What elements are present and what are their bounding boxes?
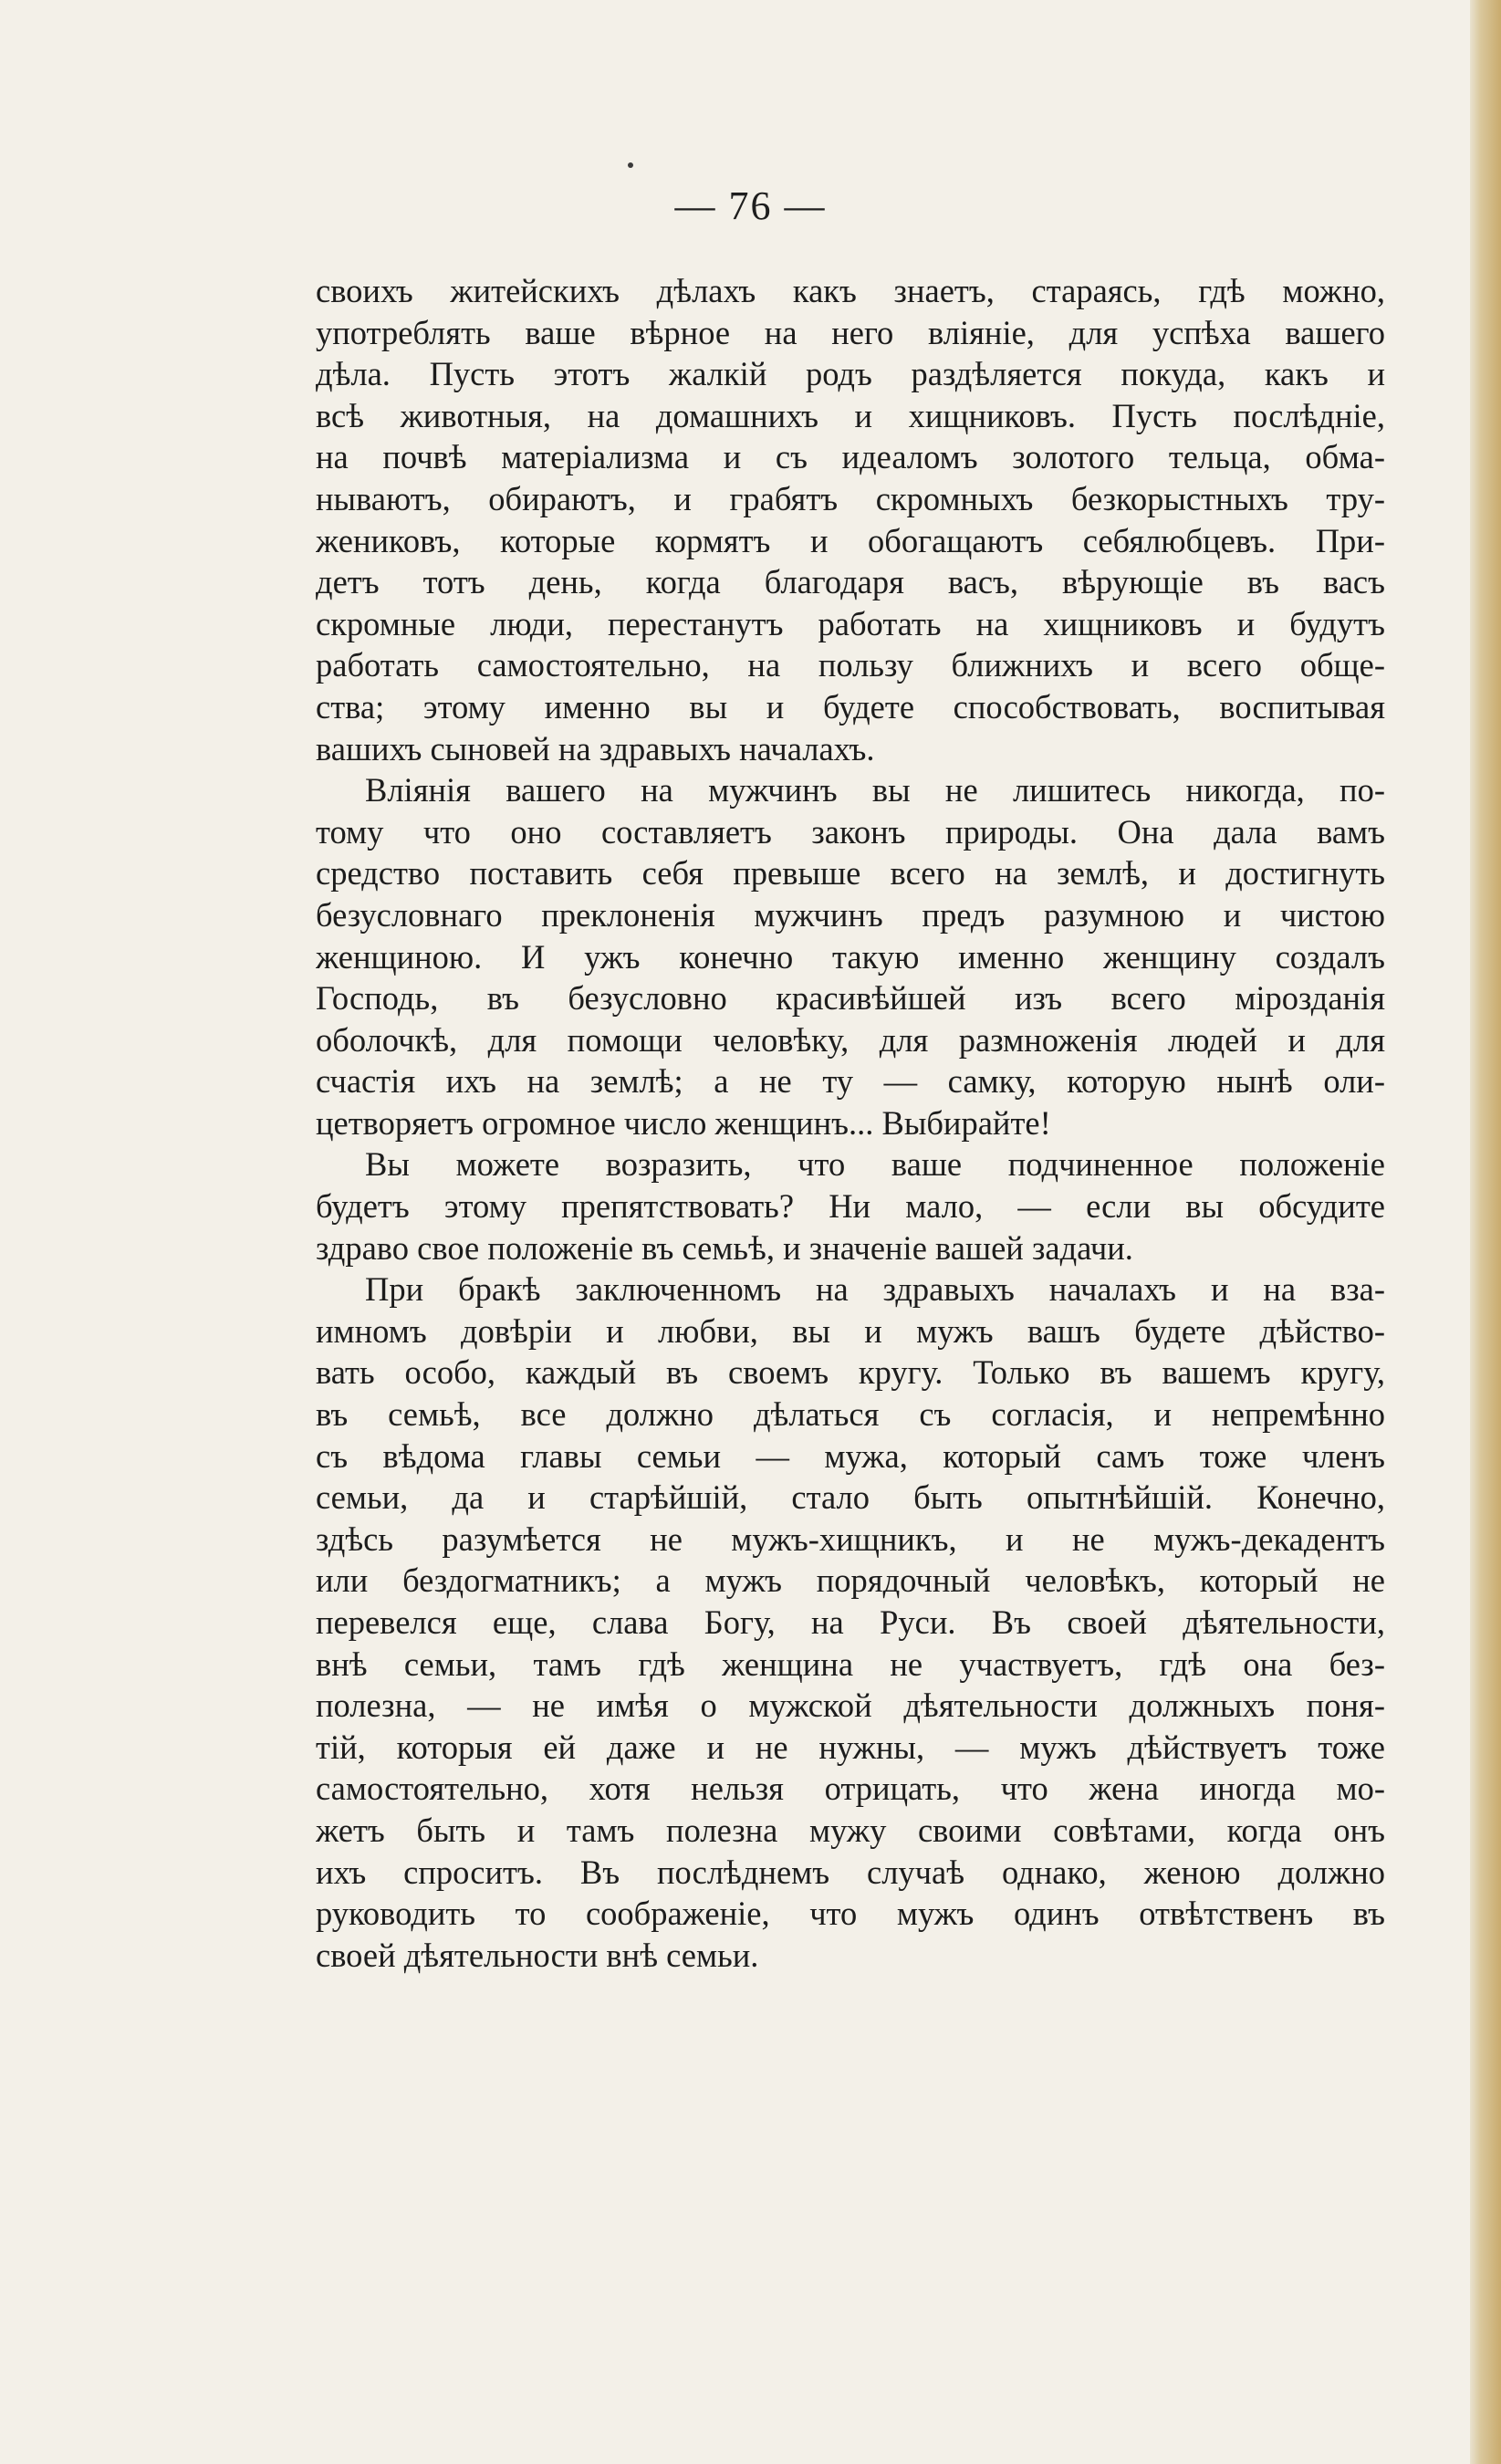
text-line: скромные люди, перестанутъ работать на хищниковъ и будутъ (316, 604, 1385, 642)
text-line: имномъ довѣріи и любви, вы и мужъ вашъ будете дѣйство- (316, 1311, 1385, 1350)
text-line: средство поставить себя превыше всего на землѣ, и достигнуть (316, 854, 1385, 893)
text-line: съ вѣдома главы семьи — мужа, который самъ тоже членъ (316, 1436, 1385, 1475)
text-line: жениковъ, которые кормятъ и обогащаютъ себялюбцевъ. При- (316, 521, 1385, 559)
text-line: цетворяетъ огромное число женщинъ... Выбирайте! (316, 1103, 1051, 1142)
text-line: вать особо, каждый въ своемъ кругу. Только въ вашемъ кругу, (316, 1353, 1385, 1392)
text-line: вашихъ сыновей на здравыхъ началахъ. (316, 729, 875, 767)
text-line: здраво свое положеніе въ семьѣ, и значеніе вашей задачи. (316, 1228, 1133, 1267)
text-line: на почвѣ матеріализма и съ идеаломъ золотого тельца, обма- (316, 438, 1385, 476)
text-line: безусловнаго преклоненія мужчинъ предъ разумною и чистою (316, 895, 1385, 934)
text-line: жетъ быть и тамъ полезна мужу своими совѣтами, когда онъ (316, 1811, 1385, 1849)
text-line: перевелся еще, слава Богу, на Руси. Въ своей дѣятельности, (316, 1603, 1385, 1641)
text-line: тому что оно составляетъ законъ природы. Она дала вамъ (316, 812, 1385, 851)
text-line: оболочкѣ, для помощи человѣку, для размноженія людей и для (316, 1020, 1385, 1059)
text-line: или бездогматникъ; а мужъ порядочный человѣкъ, который не (316, 1561, 1385, 1600)
page-number: — 76 — (674, 183, 827, 228)
text-line: руководить то соображеніе, что мужъ одинъ отвѣтственъ въ (316, 1895, 1385, 1933)
text-line: семьи, да и старѣйшій, стало быть опытнѣйшій. Конечно, (316, 1478, 1385, 1517)
text-line: ихъ спроситъ. Въ послѣднемъ случаѣ однако, женою должно (316, 1853, 1385, 1891)
paragraph (316, 270, 1385, 769)
text-line: въ семьѣ, все должно дѣлаться съ согласія, и непремѣнно (316, 1395, 1385, 1434)
text-line: своей дѣятельности внѣ семьи. (316, 1936, 759, 1974)
paragraph (316, 769, 1385, 1143)
text-line: работать самостоятельно, на пользу ближнихъ и всего обще- (316, 646, 1385, 684)
text-line: ства; этому именно вы и будете способствовать, воспитывая (316, 687, 1385, 726)
text-line: самостоятельно, хотя нельзя отрицать, что жена иногда мо- (316, 1770, 1385, 1808)
page-spine-edge (1470, 0, 1501, 2464)
paragraph (316, 1143, 1385, 1269)
text-line: женщиною. И ужъ конечно такую именно женщину создалъ (316, 937, 1385, 976)
print-speck (628, 162, 633, 168)
text-line: всѣ животныя, на домашнихъ и хищниковъ. Пусть послѣдніе, (316, 396, 1385, 434)
text-line: дѣла. Пусть этотъ жалкій родъ раздѣляется покуда, какъ и (316, 355, 1385, 393)
text-line: нываютъ, обираютъ, и грабятъ скромныхъ безкорыстныхъ тру- (316, 479, 1385, 517)
text-line: своихъ житейскихъ дѣлахъ какъ знаетъ, стараясь, гдѣ можно, (316, 272, 1385, 309)
text-line: Господь, въ безусловно красивѣйшей изъ всего мірозданія (316, 979, 1385, 1018)
text-line: здѣсь разумѣется не мужъ-хищникъ, и не мужъ-декадентъ (316, 1519, 1385, 1558)
body-text (316, 270, 1385, 1976)
text-line: тій, которыя ей даже и не нужны, — мужъ дѣйствуетъ тоже (316, 1728, 1385, 1766)
text-line: детъ тотъ день, когда благодаря васъ, вѣрующіе въ васъ (316, 563, 1385, 601)
text-line: будетъ этому препятствовать? Ни мало, — если вы обсудите (316, 1187, 1385, 1226)
text-line: внѣ семьи, тамъ гдѣ женщина не участвуетъ, гдѣ она без- (316, 1644, 1385, 1683)
text-line: полезна, — не имѣя о мужской дѣятельности должныхъ поня- (316, 1686, 1385, 1725)
text-line: счастія ихъ на землѣ; а не ту — самку, которую нынѣ оли- (316, 1062, 1385, 1101)
text-line: употреблять ваше вѣрное на него вліяніе, для успѣха вашего (316, 313, 1385, 351)
text-line: При бракѣ заключенномъ на здравыхъ началахъ и на вза- (365, 1270, 1385, 1309)
text-line: Вліянія вашего на мужчинъ вы не лишитесь никогда, по- (365, 771, 1385, 809)
paragraph (316, 1269, 1385, 1976)
text-line: Вы можете возразить, что ваше подчиненное положеніе (365, 1145, 1385, 1184)
